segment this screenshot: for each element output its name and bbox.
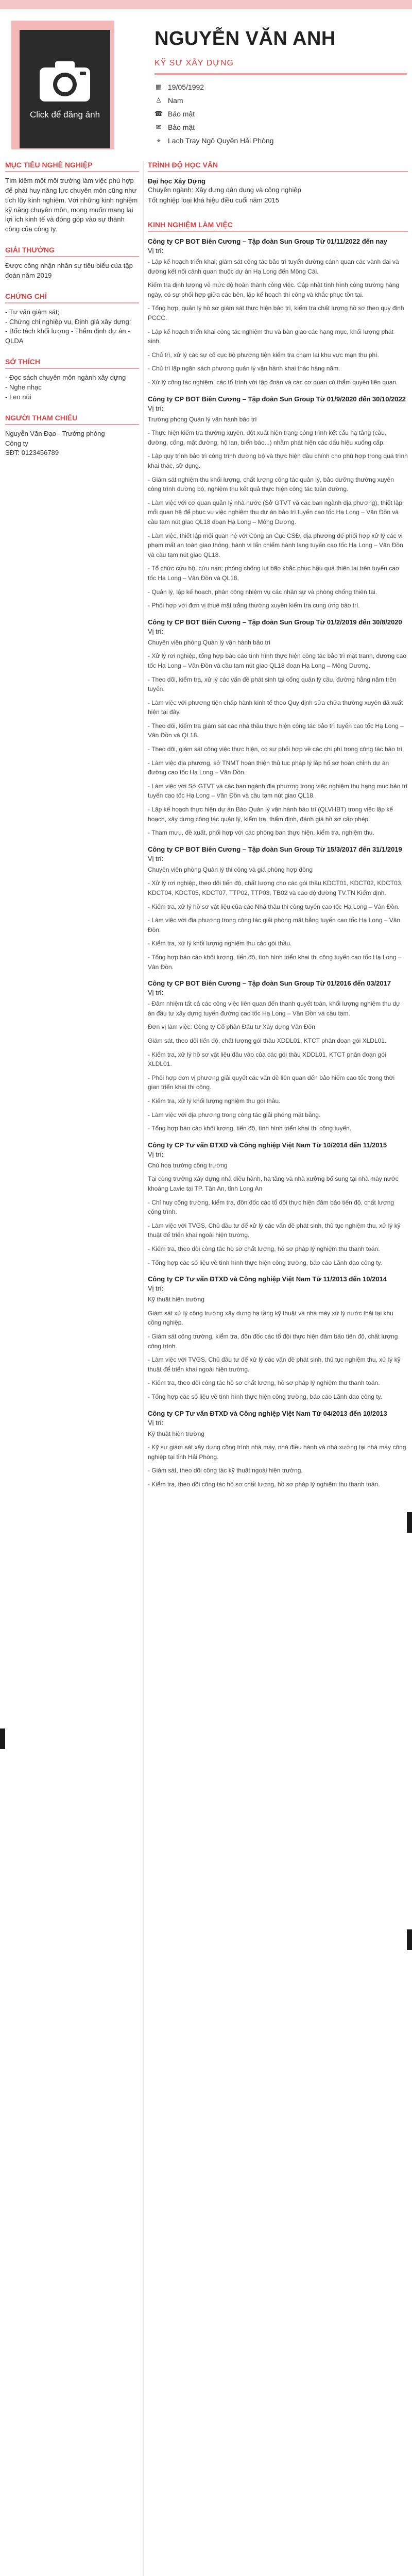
job-duty: - Quản lý, lập kế hoạch, phân công nhiệm vụ các nhân sự và phòng chống thiên tai.	[148, 588, 377, 596]
job-company: Công ty CP BOT Biên Cương – Tập đoàn Sun Group Từ 01/2/2019 đến 30/8/2020	[148, 618, 402, 626]
experience-title: KINH NGHIỆM LÀM VIỆC	[148, 221, 408, 232]
job-duty: - Chủ trì lập ngân sách phương quản lý vận hành khai thác hàng năm.	[148, 365, 340, 372]
contact-info	[154, 80, 273, 147]
job-duty: - Theo dõi, kiểm tra, xử lý các vấn đề phát sinh tại cổng quản lý cầu, đường hằng năm trên tuyến.	[148, 675, 397, 693]
job-entry	[148, 1409, 408, 1489]
job-description	[148, 1429, 408, 1489]
candidate-position: KỸ SƯ XÂY DỰNG	[154, 59, 234, 67]
job-duty: - Làm việc với TVGS, Chủ đầu tư để xử lý các vấn đề phát sinh, thủ tục nghiệm thu, xử lý kỹ thuật để triển khai ngoài hiện trường.	[148, 1356, 401, 1373]
job-role: Vị trí:	[148, 627, 164, 635]
job-role: Vị trí:	[148, 1418, 164, 1427]
education-line: Tốt nghiệp loại khá hiệu điều cuối năm 2015	[148, 196, 280, 204]
job-duty: - Kiểm tra, xử lý hồ sơ vật liệu đầu vào của các gói thầu XDDL01, KTCT phân đoạn gói XLDL01.	[148, 1050, 386, 1068]
phone-icon: ☎	[154, 110, 163, 117]
job-duty: - Kiểm tra, xử lý khối lượng nghiệm thu gói thầu.	[148, 1097, 281, 1105]
calendar-icon: ▦	[155, 83, 162, 91]
hobbies-title: SỞ THÍCH	[5, 358, 139, 369]
job-duty: - Xử lý rơi nghiệp, tổng hợp báo cáo tình hình thực hiện công tác bảo trì mặt tranh, đường cao tốc Hạ Long – Vân Đồn và cầu tạm nút giao QL18 đoạn Hạ Long – Mông Dương.	[148, 652, 406, 669]
job-duty: Kiểm tra định lượng về mức độ hoàn thành công việc. Cập nhật tình hình công trường hàng ngày, có sự phối hợp giữa các bên, lập kế hoạch thi công và khắc phục tồn tại.	[148, 281, 400, 298]
column-divider	[143, 161, 144, 2576]
job-duty: - Tham mưu, đề xuất, phối hợp với các phòng ban thực hiện, kiểm tra, nghiệm thu.	[148, 829, 374, 837]
referee-section	[0, 414, 140, 459]
job-description	[148, 1161, 408, 1267]
job-entry	[148, 395, 408, 611]
job-entry	[148, 1141, 408, 1267]
job-duty: - Làm việc với cơ quan quản lý nhà nước (Sở GTVT và các ban ngành địa phương), thiết lập mối quan hệ để phục vụ việc nghiệm thu dự án bảo trì tuyến cao tốc Hạ Long – Vân Đồn và cầu tạm nút giao QL18 đoạn Hạ Long – Mông Dương.	[148, 499, 403, 526]
job-description	[148, 257, 408, 387]
job-duty: Chuyên viên phòng Quản lý vận hành bảo trì	[148, 638, 271, 646]
job-duty: Kỹ thuật hiện trường	[148, 1296, 204, 1303]
title-underline	[154, 73, 407, 75]
job-duty: - Làm việc địa phương, sở TNMT hoàn thiện thủ tục pháp lý lắp hố sơ hoàn chỉnh dự án đường cao tốc Hạ Long – Vân Đồn.	[148, 759, 389, 776]
person-icon: ♙	[156, 96, 162, 104]
right-column	[148, 161, 408, 1505]
contact-birthday: ▦ 19/05/1992	[155, 83, 204, 91]
job-duty: - Làm việc với Sở GTVT và các ban ngành địa phương trong việc nghiệm thu hạng mục bảo trì tuyến cao tốc Hạ Long – Vân Đồn và cầu tạm nút giao QL18.	[148, 782, 408, 800]
photo-upload-label: Click để đăng ảnh	[29, 110, 100, 120]
list-item: - Leo núi	[5, 393, 31, 401]
list-item: - Nghe nhạc	[5, 383, 42, 391]
education-title: TRÌNH ĐỘ HỌC VẤN	[148, 161, 408, 172]
job-duty: Đơn vị làm việc: Công ty Cổ phần Đầu tư Xây dựng Vân Đồn	[148, 1023, 315, 1031]
job-duty: - Xử lý rơi nghiệp, theo dõi tiến độ, chất lượng cho các gói thầu KDCT01, KDCT02, KDCT03, KDCT04, KDCT05, KDCT07, TTP02, TTP03, TB02 và cao độ đường TV.TN Kiểm định.	[148, 879, 403, 897]
job-duty: Chủ hoạ trường công trường	[148, 1161, 228, 1169]
job-role: Vị trí:	[148, 855, 164, 862]
side-tab-marker	[0, 1728, 5, 1749]
contact-address: ⌖ Lạch Tray Ngô Quyền Hải Phòng	[154, 134, 273, 147]
job-role: Vị trí:	[148, 1150, 164, 1158]
job-description	[148, 1295, 408, 1401]
job-duty: - Chủ trì, xử lý các sự cố cục bộ phương tiện kiểm tra chạm lại khu vực mạn thu phí.	[148, 351, 379, 359]
job-duty: - Giám sát công trường, kiểm tra, đôn đốc các tổ đội thực hiện đảm bảo tiến độ, chất lượng công trình.	[148, 1332, 398, 1350]
side-tab-marker	[407, 1929, 412, 1950]
job-duty: - Theo dõi, kiểm tra giám sát các nhà thầu thực hiện công tác bảo trì tuyến cao tốc Hạ Long – Vân Đồn và QL18.	[148, 722, 404, 739]
experience-section	[148, 221, 408, 1489]
job-duty: Kỹ thuật hiện trường	[148, 1430, 204, 1437]
job-duty: - Theo dõi, giám sát công việc thực hiện, có sự phối hợp về các chi phí trong công tác bảo trì.	[148, 745, 404, 753]
job-company: Công ty CP BOT Biên Cương – Tập đoàn Sun Group Từ 01/2016 đến 03/2017	[148, 979, 391, 988]
job-role: Vị trí:	[148, 1284, 164, 1293]
cv-header	[0, 9, 412, 148]
job-entry	[148, 845, 408, 972]
job-duty: Giám sát xử lý công trường xây dựng hạ tầng kỹ thuật và nhà máy xử lý nước thải tại khu công nghiệp.	[148, 1309, 393, 1327]
job-duty: - Kiểm tra, xử lý hồ sơ vật liệu của các Nhà thầu thi công tuyến cao tốc Hạ Long – Vân Đồn.	[148, 903, 400, 910]
job-duty: - Làm việc, thiết lập mối quan hệ với Công an Cục CSĐ, địa phương để phối hợp xử lý các vi phạm mất an toàn giao thông, hành vi lấn chiếm hành lang tuyến cao tốc Hạ Long – Vân Đồn và cầu tạm nút giao QL18.	[148, 532, 403, 558]
experience-list	[148, 237, 408, 1489]
job-duty: Tại công trường xây dựng nhà điều hành, hạ tầng và nhà xưởng bố sung tại nhà máy nước khoáng Lavie tại TP. Tân An, tỉnh Long An	[148, 1175, 399, 1192]
list-item: - Đọc sách chuyên môn ngành xây dựng	[5, 374, 126, 382]
education-school: Đại học Xây Dựng	[148, 177, 205, 185]
education-section	[148, 161, 408, 205]
job-company: Công ty CP Tư vấn ĐTXD và Công nghiệp Việt Nam Từ 11/2013 đến 10/2014	[148, 1275, 387, 1283]
job-duty: - Phối hợp đơn vị phương giải quyết các vấn đề liên quan đến bảo hiểm cao tốc trong thời gian triển khai thi công.	[148, 1074, 395, 1091]
job-duty: - Kiểm tra, theo dõi công tác hồ sơ chất lượng, hồ sơ pháp lý nghiệm thu thanh toán.	[148, 1379, 380, 1387]
awards-section	[0, 246, 140, 281]
candidate-name: NGUYỄN VĂN ANH	[154, 28, 336, 49]
job-duty: - Tổ chức cứu hộ, cứu nạn; phòng chống lụt bão khắc phục hậu quả thiên tai trên tuyến cao tốc Hạ Long – Vân Đồn và QL18.	[148, 565, 399, 582]
email-icon: ✉	[156, 123, 162, 131]
job-duty: - Kiểm tra, theo dõi công tác hồ sơ chất lượng, hồ sơ pháp lý nghiệm thu thanh toán.	[148, 1480, 380, 1488]
job-duty: - Đảm nhiệm tất cả các công việc liên quan đến thanh quyết toán, khối lượng nghiệm thu dự án đầu tư xây dựng tuyến đường cao tốc Hạ Long – Vân Đồn và cầu tạm.	[148, 1000, 401, 1017]
list-item: - Bốc tách khối lượng - Thẩm định dự án - QLDA	[5, 327, 130, 345]
job-role: Vị trí:	[148, 404, 164, 412]
side-tab-marker	[407, 1512, 412, 1533]
avatar-upload[interactable]	[20, 30, 110, 148]
job-description	[148, 415, 408, 611]
job-duty: - Tổng hợp các số liệu về tình hình thực hiện công trường, báo cáo Lãnh đạo công ty.	[148, 1259, 382, 1266]
job-company: Công ty CP BOT Biên Cương – Tập đoàn Sun Group Từ 15/3/2017 đến 31/1/2019	[148, 845, 402, 853]
job-company: Công ty CP Tư vấn ĐTXD và Công nghiệp Việt Nam Từ 10/2014 đến 11/2015	[148, 1141, 387, 1149]
job-duty: - Kỹ sư giám sát xây dựng công trình nhà máy, nhà điều hành và nhà xưởng tại nhà máy công nghiệp tại tỉnh Hải Phòng.	[148, 1444, 406, 1461]
job-duty: Chuyên viên phòng Quản lý thi công và giá phòng hợp đồng	[148, 866, 313, 873]
job-duty: - Tổng hợp, quản lý hồ sơ giám sát thực hiện bảo trì, kiểm tra chất lượng hồ sơ theo quy định PCCC.	[148, 304, 404, 321]
objective-title: MỤC TIÊU NGHỀ NGHIỆP	[5, 161, 139, 172]
hobbies-list	[5, 373, 140, 402]
job-duty: - Tổng hợp báo cáo khối lượng, tiến độ, tình hình triển khai thi công tuyến cao tốc Hạ Long – Vân Đồn.	[148, 954, 402, 971]
job-duty: - Làm việc với địa phương trong công tác giải phóng mặt bằng tuyến cao tốc Hạ Long – Vân Đồn.	[148, 917, 401, 934]
certificates-list	[5, 308, 140, 346]
objective-section	[0, 161, 140, 234]
job-duty: - Thực hiện kiểm tra thường xuyên, đột xuất hiện trạng công trình kết cấu hạ tầng (cầu, đường, cống, mặt đường, hộ lan, biển báo...) nhằm phát hiện các dấu hiệu xuống cấp.	[148, 429, 387, 446]
job-role: Vị trí:	[148, 989, 164, 997]
awards-title: GIẢI THƯỞNG	[5, 246, 139, 257]
job-duty: - Lập kế hoạch triển khai; giám sát công tác bảo trì tuyến đường cánh quan các vành đai và đường kết nối cảnh quan thuộc dự án Hạ Long đến Mông Cái.	[148, 258, 399, 275]
contact-phone: ☎ Bảo mật	[154, 110, 195, 118]
job-duty: - Kiểm tra, theo dõi công tác hồ sơ chất lượng, hồ sơ pháp lý nghiệm thu thanh toán.	[148, 1245, 380, 1252]
awards-text: Được công nhận nhân sự tiêu biểu của tập đoàn năm 2019	[5, 262, 133, 279]
contact-gender: ♙ Nam	[154, 94, 273, 107]
job-entry	[148, 237, 408, 387]
job-company: Công ty CP BOT Biên Cương – Tập đoàn Sun Group Từ 01/11/2022 đến nay	[148, 238, 387, 245]
list-item: Nguyễn Văn Đạo - Trưởng phòng	[5, 429, 105, 437]
education-line: Chuyên ngành: Xây dựng dân dụng và công nghiệp	[148, 186, 301, 194]
job-duty: - Lập kế hoạch thực hiện dự án Bảo Quản lý vận hành bảo trì (QLVHBT) trong việc lập kế hoạch, xây dựng công tác quản lý, kiểm tra, thẩm định, đánh giá hồ sơ cấp phép.	[148, 806, 393, 823]
job-duty: - Giám sát, theo dõi công tác kỹ thuật ngoài hiện trường.	[148, 1467, 303, 1475]
job-duty: - Làm việc với phương tiện chấp hành kinh tế theo Quy định sửa chữa thường xuyên đã xuất hiện tại đây.	[148, 699, 403, 716]
job-duty: - Chỉ huy công trường, kiểm tra, đôn đốc các tổ đội thực hiện đảm bảo tiến độ, chất lượng công trình.	[148, 1198, 394, 1216]
job-description	[148, 999, 408, 1133]
job-duty: Trưởng phòng Quản lý vận hành bảo trì	[148, 415, 257, 423]
job-entry	[148, 1275, 408, 1401]
job-duty: - Lập kế hoạch triển khai công tác nghiệm thu và bàn giao các hạng mục, khối lượng phát sinh.	[148, 328, 393, 345]
referee-list	[5, 429, 140, 459]
job-description	[148, 638, 408, 838]
list-item: - Tư vấn giám sát;	[5, 308, 60, 316]
contact-email: ✉ Bảo mật	[154, 121, 273, 134]
job-duty: - Giám sát nghiệm thu khối lượng, chất lượng công tác quản lý, bảo dưỡng thường xuyên công trình đường bộ, nghiệm thu kết quả thực hiện công tác tuần đường.	[148, 476, 394, 493]
list-item: - Chứng chỉ nghiệp vụ, Định giá xây dựng;	[5, 317, 131, 326]
job-duty: - Làm việc với địa phương trong công tác giải phóng mặt bằng.	[148, 1111, 321, 1118]
job-duty: - Tổng hợp báo cáo khối lượng, tiến độ, tình hình triển khai thi công tuyến.	[148, 1125, 352, 1132]
objective-text: Tìm kiếm một môi trường làm việc phù hợp để phát huy năng lực chuyên môn cũng như tích lũy kinh nghiệm. Với những kinh nghiệm kỹ năng chuyên môn, mong muốn mang lại lợi ích kinh tế và đóng góp vào sự thành công của công ty.	[5, 177, 138, 233]
job-duty: - Tổng hợp các số liệu về tình hình thực hiện công trường, báo cáo Lãnh đạo công ty.	[148, 1393, 382, 1400]
job-duty: - Xử lý công tác nghiệm, các tổ trình với tập đoàn và các cơ quan có thẩm quyền liên quan.	[148, 378, 398, 386]
certificates-title: CHỨNG CHỈ	[5, 292, 139, 303]
job-duty: Giám sát, theo dõi tiến độ, chất lượng gói thầu XDDL01, KTCT phân đoạn gói XLDL01.	[148, 1037, 387, 1044]
job-entry	[148, 979, 408, 1133]
location-icon: ⌖	[157, 137, 161, 144]
hobbies-section	[0, 358, 140, 402]
job-duty: - Kiểm tra, xử lý khối lượng nghiệm thu các gói thầu.	[148, 940, 292, 947]
job-role: Vị trí:	[148, 247, 164, 255]
camera-icon	[37, 58, 93, 104]
top-accent-bar	[0, 0, 412, 9]
job-company: Công ty CP Tư vấn ĐTXD và Công nghiệp Việt Nam Từ 04/2013 đến 10/2013	[148, 1409, 387, 1417]
list-item: SĐT: 0123456789	[5, 449, 59, 457]
job-duty: - Phối hợp với đơn vị thuê mặt trắng thường xuyên kiểm tra cung ứng bảo trì.	[148, 602, 360, 609]
certificates-section	[0, 292, 140, 346]
job-duty: - Lập quy trình bảo trì công trình đường bộ và thực hiện đầu chính cho phù hợp trong quá trình khai thác, sử dụng.	[148, 452, 408, 469]
referee-title: NGƯỜI THAM CHIẾU	[5, 414, 139, 425]
job-company: Công ty CP BOT Biên Cương – Tập đoàn Sun Group Từ 01/9/2020 đến 30/10/2022	[148, 395, 406, 403]
left-column	[0, 161, 140, 2576]
job-entry	[148, 618, 408, 838]
job-description	[148, 865, 408, 972]
list-item: Công ty	[5, 439, 28, 447]
job-duty: - Làm việc với TVGS, Chủ đầu tư để xử lý các vấn đề phát sinh, thủ tục nghiệm thu, xử lý kỹ thuật để triển khai ngoài hiện trường.	[148, 1222, 401, 1239]
